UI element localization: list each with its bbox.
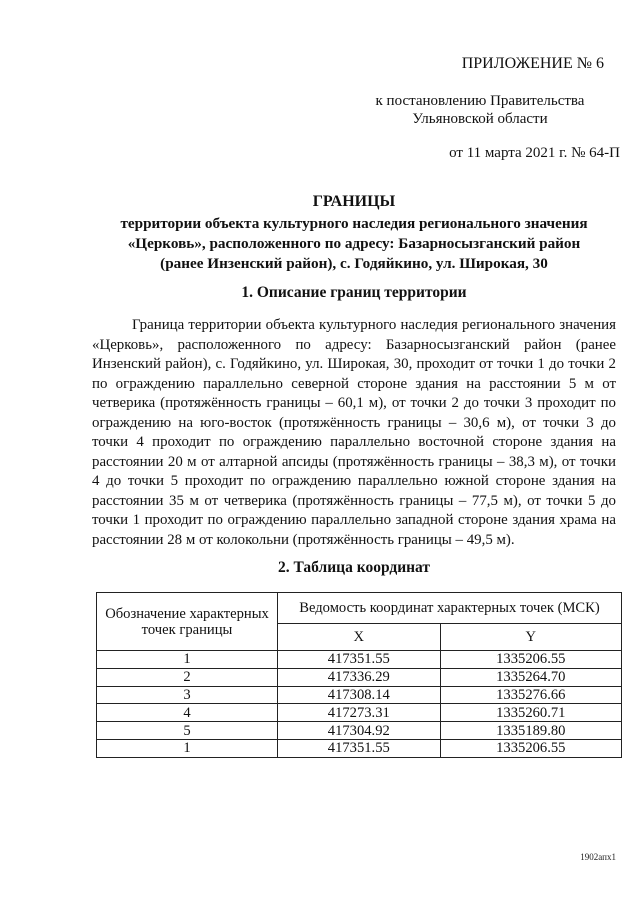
resolution-date: от 11 марта 2021 г. № 64-П [449, 145, 620, 161]
resolution-line-1: к постановлению Правительства [375, 93, 585, 109]
cell-x: 417308.14 [278, 686, 441, 704]
boundary-description: Граница территории объекта культурного наследия регионального значения «Церковь», расположенного по адресу: Базарносызганский район (ранее Инзенский район), с. Годяйкино, ул. Широкая, 30, проходит от точки 1 до точки 2 по ограждению параллельно северной стороне здания на расстоянии 5 м от четверика (протяжённость границы – 60,1 м), от точки 2 до точки 3 проходит по ограждению на юго-восток (протяжённость границы – 30,6 м), от точки 3 до точки 4 проходит по ограждению параллельно восточной стороне здания на расстоянии 20 м от алтарной апсиды (протяжённость границы – 38,3 м), от точки 4 до точки 5 проходит по ограждению параллельно южной стороне здания на расстоянии 35 м от четверика (протяжённость границы – 77,5 м), от точки 5 до точки 1 проходит по ограждению параллельно западной стороне здания храма на расстоянии 28 м от колокольни (протяжённость границы – 49,5 м). [92, 317, 616, 548]
cell-point: 1 [97, 651, 278, 669]
cell-point: 1 [97, 739, 278, 757]
section-1-heading: 1. Описание границ территории [241, 284, 467, 301]
table-row [97, 739, 622, 757]
cell-point: 3 [97, 686, 278, 704]
table-row [97, 686, 622, 704]
resolution-reference [340, 92, 620, 128]
cell-y: 1335260.71 [440, 704, 621, 722]
header-coordinates-group: Ведомость координат характерных точек (МСК) [278, 593, 622, 624]
cell-x: 417351.55 [278, 739, 441, 757]
header-point-label: Обозначение характерных точек границы [97, 593, 278, 651]
document-title [70, 192, 638, 274]
cell-y: 1335206.55 [440, 739, 621, 757]
title-line-3: (ранее Инзенский район), с. Годяйкино, ул. Широкая, 30 [160, 255, 548, 272]
annex-number: ПРИЛОЖЕНИЕ № 6 [461, 55, 604, 72]
title-line-1: территории объекта культурного наследия регионального значения [120, 215, 588, 232]
coordinates-table [96, 592, 622, 758]
resolution-line-2: Ульяновской области [412, 111, 548, 127]
title-line-2: «Церковь», расположенного по адресу: Базарносызганский район [127, 235, 581, 252]
document-code: 1902апх1 [580, 852, 616, 862]
title-main: ГРАНИЦЫ [312, 193, 396, 210]
header-y: Y [440, 624, 621, 651]
table-row [97, 651, 622, 669]
cell-y: 1335276.66 [440, 686, 621, 704]
table-row [97, 668, 622, 686]
section-2-heading: 2. Таблица координат [277, 559, 431, 576]
cell-x: 417336.29 [278, 668, 441, 686]
cell-point: 2 [97, 668, 278, 686]
table-row [97, 704, 622, 722]
cell-x: 417273.31 [278, 704, 441, 722]
cell-y: 1335189.80 [440, 722, 621, 740]
cell-x: 417304.92 [278, 722, 441, 740]
header-x: X [278, 624, 441, 651]
cell-y: 1335264.70 [440, 668, 621, 686]
cell-y: 1335206.55 [440, 651, 621, 669]
cell-point: 5 [97, 722, 278, 740]
table-row [97, 722, 622, 740]
cell-x: 417351.55 [278, 651, 441, 669]
cell-point: 4 [97, 704, 278, 722]
